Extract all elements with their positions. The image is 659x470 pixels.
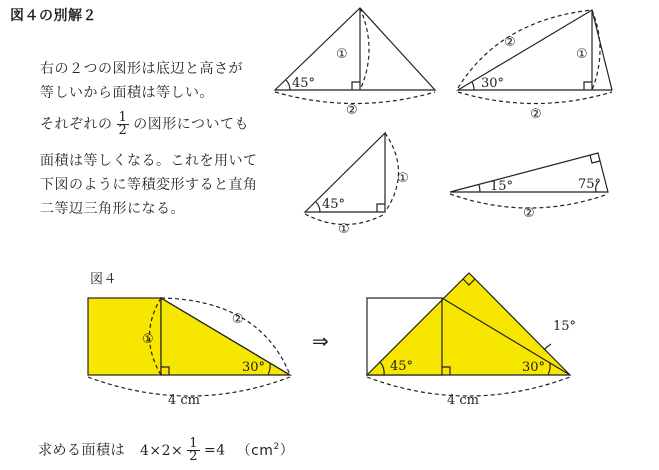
answer-fraction-num: 1 — [189, 436, 199, 451]
triangle-45-middle — [305, 133, 399, 225]
page-title: 図４の別解２ — [10, 8, 97, 24]
text-line-1: 右の２つの図形は底辺と高さが — [40, 61, 243, 77]
answer-prefix: 求める面積は — [38, 442, 125, 459]
fraction-denominator: 2 — [118, 123, 128, 138]
text-line-3-b: の図形についても — [133, 116, 250, 133]
text-line-4: 面積は等しくなる。これを用いて — [40, 153, 258, 169]
t3-side-label: ① — [397, 171, 409, 186]
fraction-numerator: 1 — [118, 110, 128, 125]
text-line-3-a: それぞれの — [40, 116, 113, 133]
figure4-right — [367, 273, 570, 396]
fig4r-angle-15-label: 15° — [553, 319, 577, 334]
answer-close: ） — [279, 442, 295, 459]
fig4r-length-label: 4 cm — [447, 393, 480, 408]
t3-base-label: ① — [338, 222, 350, 237]
t1-height-label: ① — [336, 47, 348, 62]
answer-unit-sup: 2 — [273, 441, 280, 452]
answer-unit: （cm — [236, 442, 274, 459]
fig4-angle-30-label: 30° — [242, 360, 266, 375]
fig4r-angle-30-label: 30° — [522, 360, 546, 375]
t2-base-label: ② — [530, 107, 542, 122]
t4-angle-75-label: 75° — [578, 177, 602, 192]
t4-base-label: ② — [523, 206, 535, 221]
fig4-hyp-label: ② — [232, 312, 244, 327]
text-line-5: 下図のように等積変形すると直角 — [40, 177, 258, 193]
answer-expr2: =4 — [204, 442, 226, 459]
fig4r-angle-45-label: 45° — [390, 359, 414, 374]
text-line-6: 二等辺三角形になる。 — [40, 201, 185, 217]
text-line-2: 等しいから面積は等しい。 — [40, 85, 214, 101]
fig4-height-label: ① — [142, 332, 154, 347]
t2-hyp-label: ② — [504, 35, 516, 50]
t4-angle-15-label: 15° — [490, 179, 514, 194]
t2-height-label: ① — [576, 47, 588, 62]
answer-fraction-den: 2 — [189, 449, 199, 464]
t2-angle-label: 30° — [481, 76, 505, 91]
t1-angle-label: 45° — [292, 76, 316, 91]
answer-expr1: 4×2× — [139, 442, 184, 459]
t3-angle-label: 45° — [322, 197, 346, 212]
figure-label: 図４ — [90, 272, 118, 287]
figure4-left — [88, 298, 290, 396]
fig4-length-left: 4 cm — [168, 393, 201, 408]
transform-arrow: ⇒ — [312, 329, 329, 353]
t1-base-label: ② — [346, 103, 358, 118]
